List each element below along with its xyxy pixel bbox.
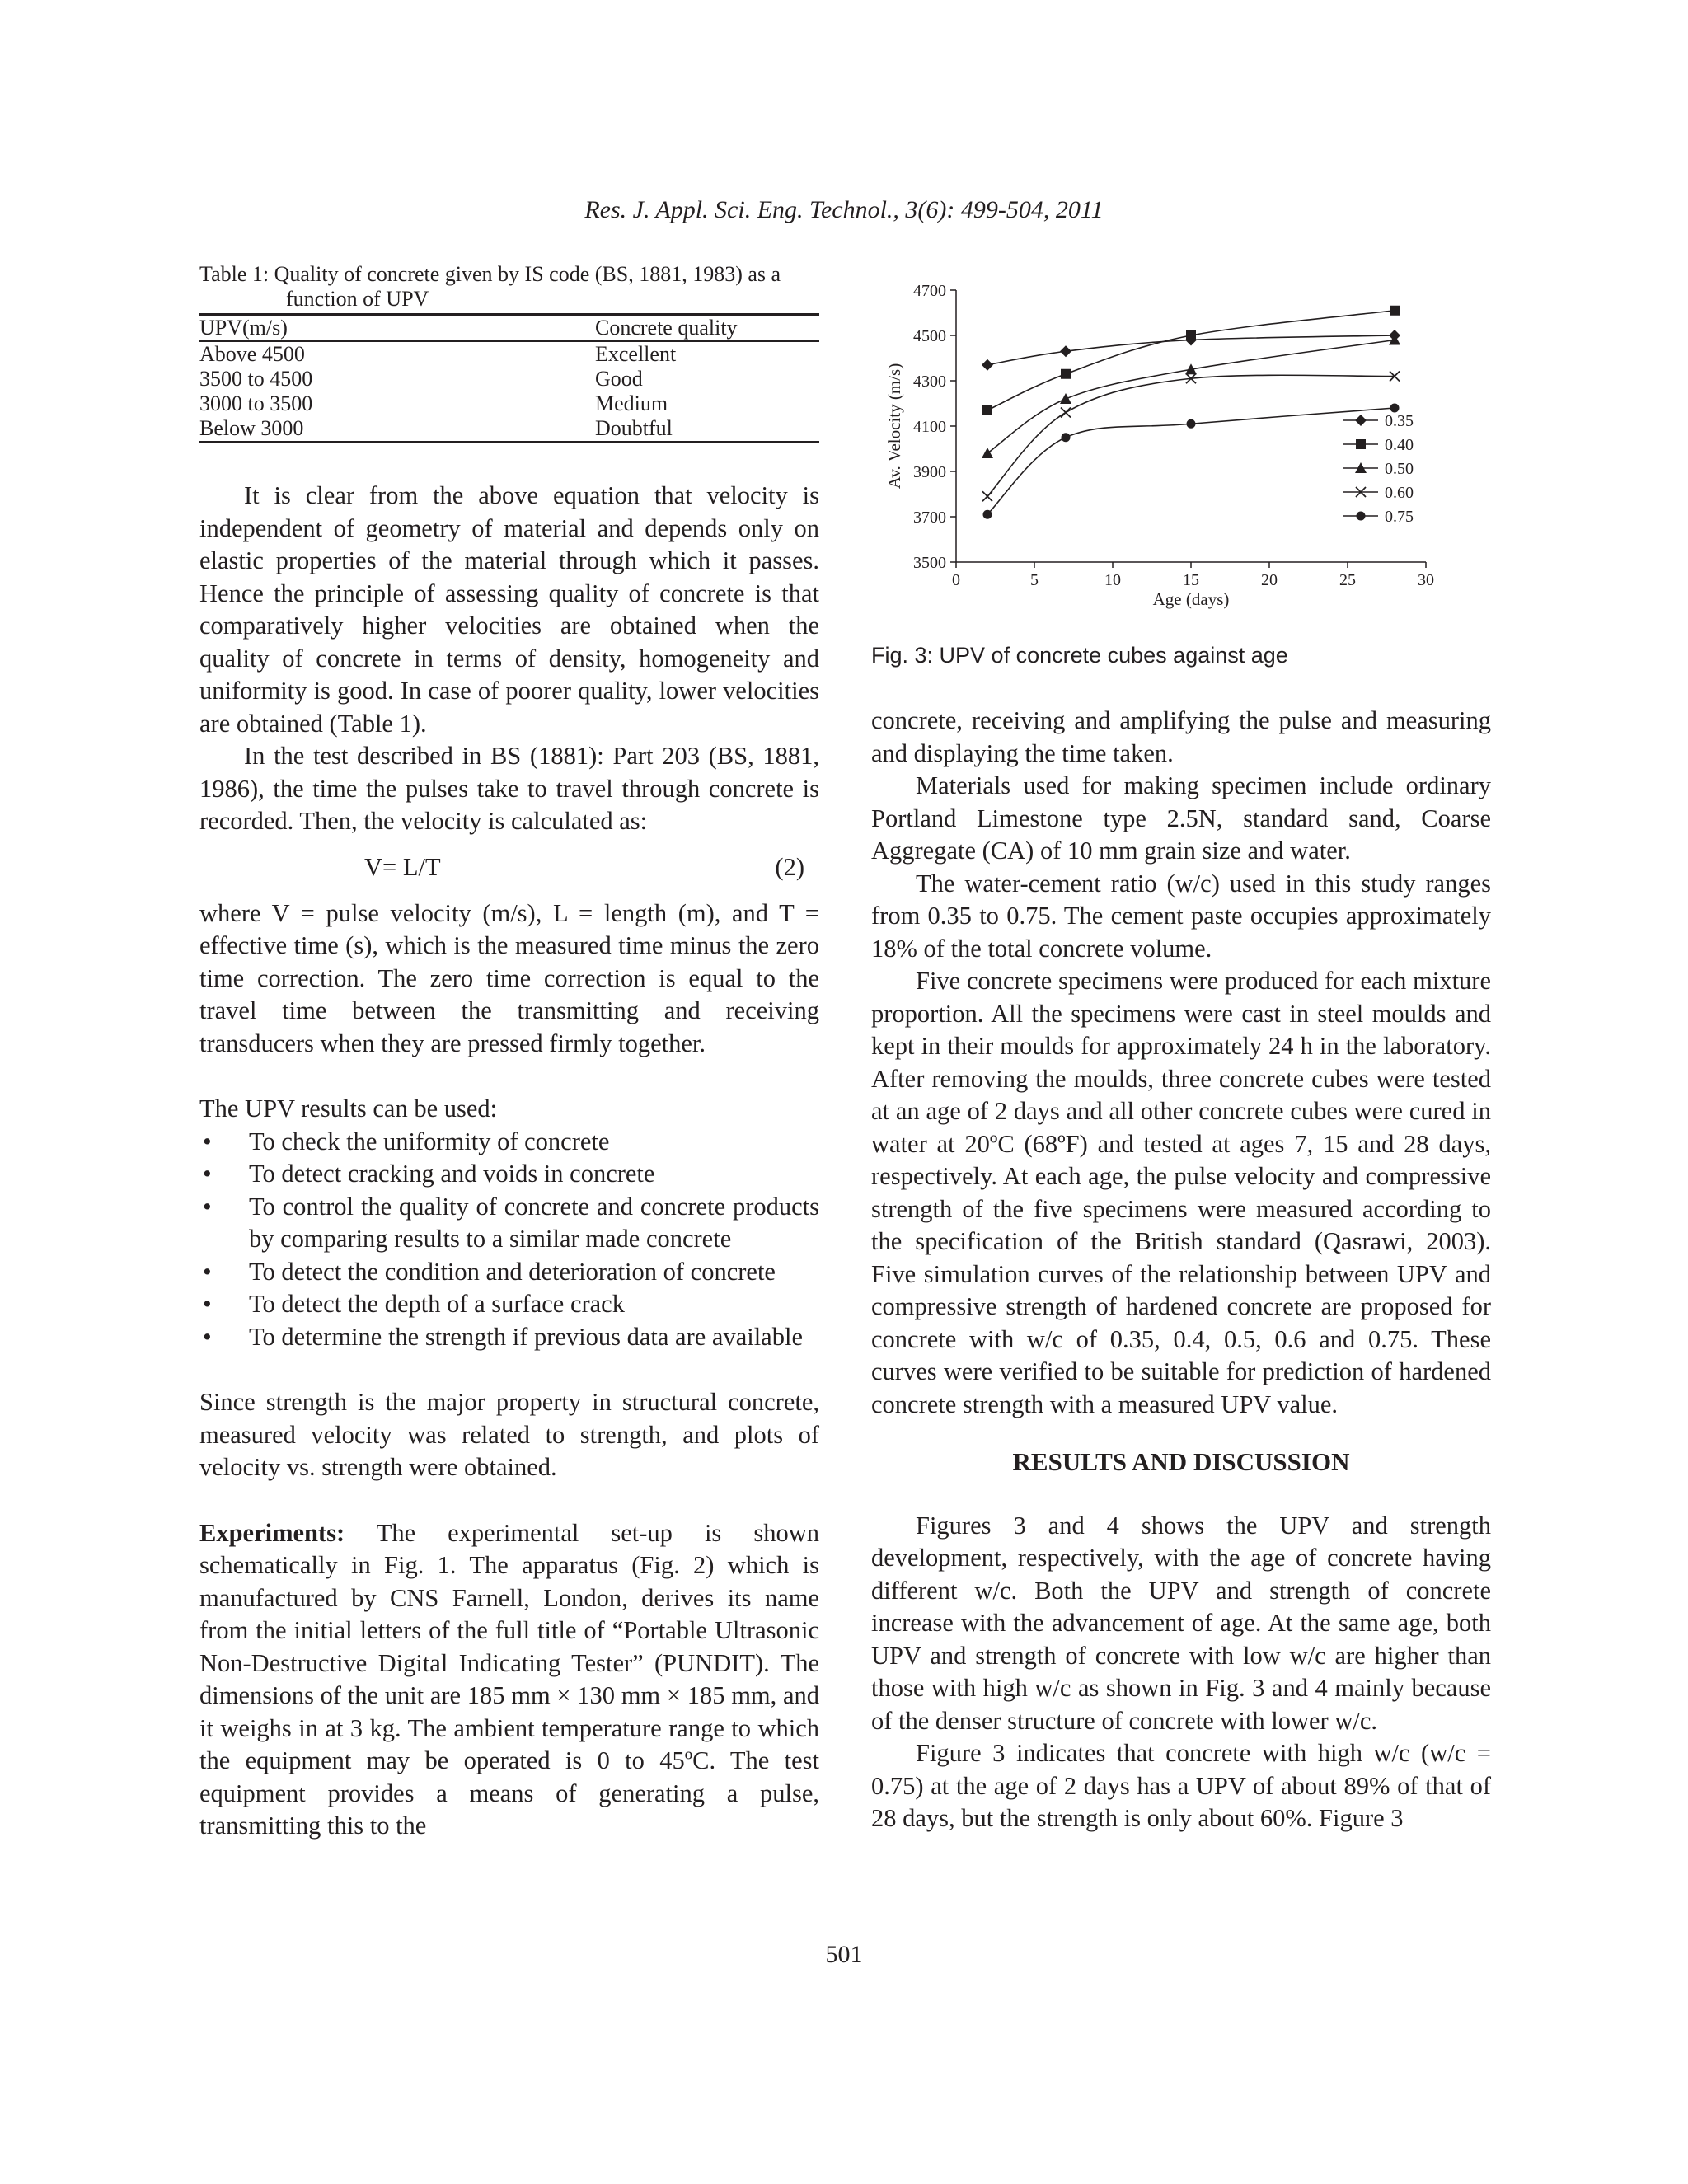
data-point-0.75 xyxy=(1062,433,1071,442)
data-point-0.75 xyxy=(1390,404,1400,413)
table-caption-line-2: function of UPV xyxy=(286,287,429,311)
table-cell: Below 3000 xyxy=(199,416,595,443)
legend-label: 0.50 xyxy=(1385,460,1414,478)
data-point-0.35 xyxy=(982,359,993,371)
y-tick-label: 4500 xyxy=(913,327,946,345)
paragraph-text: The experimental set-up is shown schematically in Fig. 1. The apparatus (Fig. 2) which is manufactured by CNS Farnell, London, derives its name from the initial letters of the full title of “Portable Ultrasonic Non-Destructive Digital Indicating Tester” (PUNDIT). The dimensions of the unit are 185 mm × 130 mm × 185 mm, and it weighs in at 3 kg. The ambient temperature range to which the equipment may be operated is 0 to 45ºC. The test equipment provides a means of generating a pulse, transmitting this to the xyxy=(199,1518,819,1840)
data-point-0.40 xyxy=(982,405,992,415)
x-tick-label: 30 xyxy=(1418,571,1434,589)
bullet: • xyxy=(203,1127,212,1155)
figure-3 xyxy=(865,272,1459,626)
data-point-0.40 xyxy=(1061,369,1071,379)
data-point-0.35 xyxy=(1060,345,1071,357)
paragraph: Materials used for making specimen include ordinary Portland Limestone type 2.5N, standard sand, Coarse Aggregate (CA) of 10 mm grain size and water. xyxy=(871,771,1491,865)
paragraph: Five concrete specimens were produced for each mixture proportion. All the specimens were cast in steel moulds and kept in their moulds for approximately 24 h in the laboratory. After removing the moulds, three concrete cubes were tested at an age of 2 days and all other concrete cubes were cured in water at 20ºC (68ºF) and tested at ages 7, 15 and 28 days, respectively. At each age, the pulse velocity and compressive strength of the five specimens were measured according to the specification of the British standard (Qasrawi, 2003). Five simulation curves of the relationship between UPV and compressive strength of hardened concrete are proposed for concrete with w/c of 0.35, 0.4, 0.5, 0.6 and 0.75. These curves were verified to be suitable for prediction of hardened concrete strength with a measured UPV value. xyxy=(871,967,1491,1418)
equation-number: (2) xyxy=(775,852,804,881)
x-tick-label: 15 xyxy=(1183,571,1199,589)
page-number: 501 xyxy=(825,1941,863,1968)
table-row xyxy=(199,391,819,416)
legend-label: 0.40 xyxy=(1385,436,1414,454)
paragraph: concrete, receiving and amplifying the pulse and measuring and displaying the time taken. xyxy=(871,706,1491,767)
list-item-text: To control the quality of concrete and concrete products by comparing results to a similar made concrete xyxy=(249,1192,819,1253)
x-tick-label: 0 xyxy=(952,571,960,589)
paragraph: Figures 3 and 4 shows the UPV and strength development, respectively, with the age of concrete having different w/c. Both the UPV and strength of concrete increase with the advancement of age. At the same age, both UPV and strength of concrete with low w/c are higher than those with high w/c as shown in Fig. 3 and 4 mainly because of the denser structure of concrete with lower w/c. xyxy=(871,1511,1491,1735)
right-column xyxy=(871,705,1491,1835)
paragraph: It is clear from the above equation that velocity is independent of geometry of material and depends only on elastic properties of the material through which it passes. Hence the principle of assessing quality of concrete is that comparatively higher velocities are obtained when the quality of concrete in terms of density, homogeneity and uniformity is good. In case of poorer quality, lower velocities are obtained (Table 1). xyxy=(199,481,819,738)
list-item-text: To detect the depth of a surface crack xyxy=(249,1290,625,1318)
upv-quality-table xyxy=(199,313,819,443)
table-cell: Good xyxy=(595,367,643,391)
table-caption xyxy=(199,262,819,312)
table-cell: Doubtful xyxy=(595,416,819,443)
data-point-0.40 xyxy=(1186,330,1196,340)
bullet: • xyxy=(203,1160,212,1188)
paragraph: where V = pulse velocity (m/s), L = length (m), and T = effective time (s), which is the measured time minus the zero time correction. The zero time correction is equal to the travel time between the transmitting and receiving transducers when they are pressed firmly together. xyxy=(199,898,819,1057)
list-item-text: To detect cracking and voids in concrete xyxy=(249,1160,655,1188)
bullet: • xyxy=(203,1290,212,1318)
table-row xyxy=(199,416,819,443)
left-column xyxy=(199,262,819,1843)
x-tick-label: 5 xyxy=(1030,571,1039,589)
data-point-0.60 xyxy=(982,491,992,501)
upv-uses-list xyxy=(199,1126,819,1354)
y-tick-label: 4100 xyxy=(913,418,946,436)
list-intro: The UPV results can be used: xyxy=(199,1094,498,1122)
y-tick-label: 3500 xyxy=(913,554,946,572)
bullet: • xyxy=(203,1257,212,1286)
legend-label: 0.35 xyxy=(1385,412,1414,430)
table-header-upv: UPV(m/s) xyxy=(199,315,595,342)
running-header: Res. J. Appl. Sci. Eng. Technol., 3(6): 499-504, 2011 xyxy=(584,196,1104,223)
list-item-text: To check the uniformity of concrete xyxy=(249,1127,610,1155)
y-axis-label: Av. Velocity (m/s) xyxy=(884,363,904,490)
list-item xyxy=(199,1126,819,1159)
table-row xyxy=(199,341,819,367)
list-item xyxy=(199,1158,819,1191)
legend-marker xyxy=(1356,439,1366,449)
data-point-0.75 xyxy=(983,510,992,519)
paragraph-experiments xyxy=(199,1517,819,1843)
bullet: • xyxy=(203,1192,212,1221)
legend-label: 0.60 xyxy=(1385,484,1414,502)
figure-caption: Fig. 3: UPV of concrete cubes against age xyxy=(871,643,1288,668)
y-tick-label: 3900 xyxy=(913,463,946,481)
table-caption-line-1: Table 1: Quality of concrete given by IS code (BS, 1881, 1983) as a xyxy=(199,262,781,286)
x-tick-label: 10 xyxy=(1104,571,1121,589)
list-item-text: To determine the strength if previous data are available xyxy=(249,1322,803,1351)
legend-marker xyxy=(1355,415,1367,426)
x-axis-label: Age (days) xyxy=(1152,589,1230,609)
series-line-0.50 xyxy=(987,340,1395,454)
y-tick-label: 3700 xyxy=(913,509,946,527)
paragraph: In the test described in BS (1881): Part 203 (BS, 1881, 1986), the time the pulses take to travel through concrete is recorded. Then, the velocity is calculated as: xyxy=(199,742,819,835)
list-item xyxy=(199,1191,819,1256)
list-item-text: To detect the condition and deterioration of concrete xyxy=(249,1257,776,1286)
data-point-0.40 xyxy=(1390,306,1400,316)
x-tick-label: 20 xyxy=(1261,571,1278,589)
section-heading: RESULTS AND DISCUSSION xyxy=(1012,1447,1350,1476)
table-cell: 3500 to 4500 xyxy=(199,367,313,391)
table-cell: 3000 to 3500 xyxy=(199,391,313,415)
y-tick-label: 4700 xyxy=(913,282,946,300)
table-cell: Above 4500 xyxy=(199,342,305,366)
x-tick-label: 25 xyxy=(1339,571,1356,589)
data-point-0.50 xyxy=(1060,393,1071,404)
equation-2 xyxy=(199,848,819,893)
paragraph: Since strength is the major property in structural concrete, measured velocity was related to strength, and plots of velocity vs. strength were obtained. xyxy=(199,1388,819,1481)
data-point-0.60 xyxy=(1061,408,1071,418)
table-cell: Medium xyxy=(595,391,668,415)
series-line-0.60 xyxy=(987,375,1395,496)
paragraph: The water-cement ratio (w/c) used in this study ranges from 0.35 to 0.75. The cement paste occupies approximately 18% of the total concrete volume. xyxy=(871,869,1491,963)
table-row xyxy=(199,367,819,391)
table-cell: Excellent xyxy=(595,342,677,366)
paragraph: Figure 3 indicates that concrete with high w/c (w/c = 0.75) at the age of 2 days has a UPV of about 89% of that of 28 days, but the strength is only about 60%. Figure 3 xyxy=(871,1739,1491,1832)
legend-marker xyxy=(1357,512,1366,521)
table-header-quality: Concrete quality xyxy=(595,315,819,342)
data-point-0.75 xyxy=(1187,419,1196,429)
legend-label: 0.75 xyxy=(1385,508,1414,526)
data-point-0.50 xyxy=(982,448,993,458)
equation-text: V= L/T xyxy=(364,852,441,881)
series-line-0.40 xyxy=(987,311,1395,410)
table-header-row xyxy=(199,315,819,342)
bullet: • xyxy=(203,1322,212,1351)
list-item xyxy=(199,1321,819,1354)
y-tick-label: 4300 xyxy=(913,373,946,391)
list-item xyxy=(199,1288,819,1321)
list-item xyxy=(199,1256,819,1289)
run-in-heading: Experiments: xyxy=(199,1518,345,1547)
upv-age-chart xyxy=(865,272,1459,626)
